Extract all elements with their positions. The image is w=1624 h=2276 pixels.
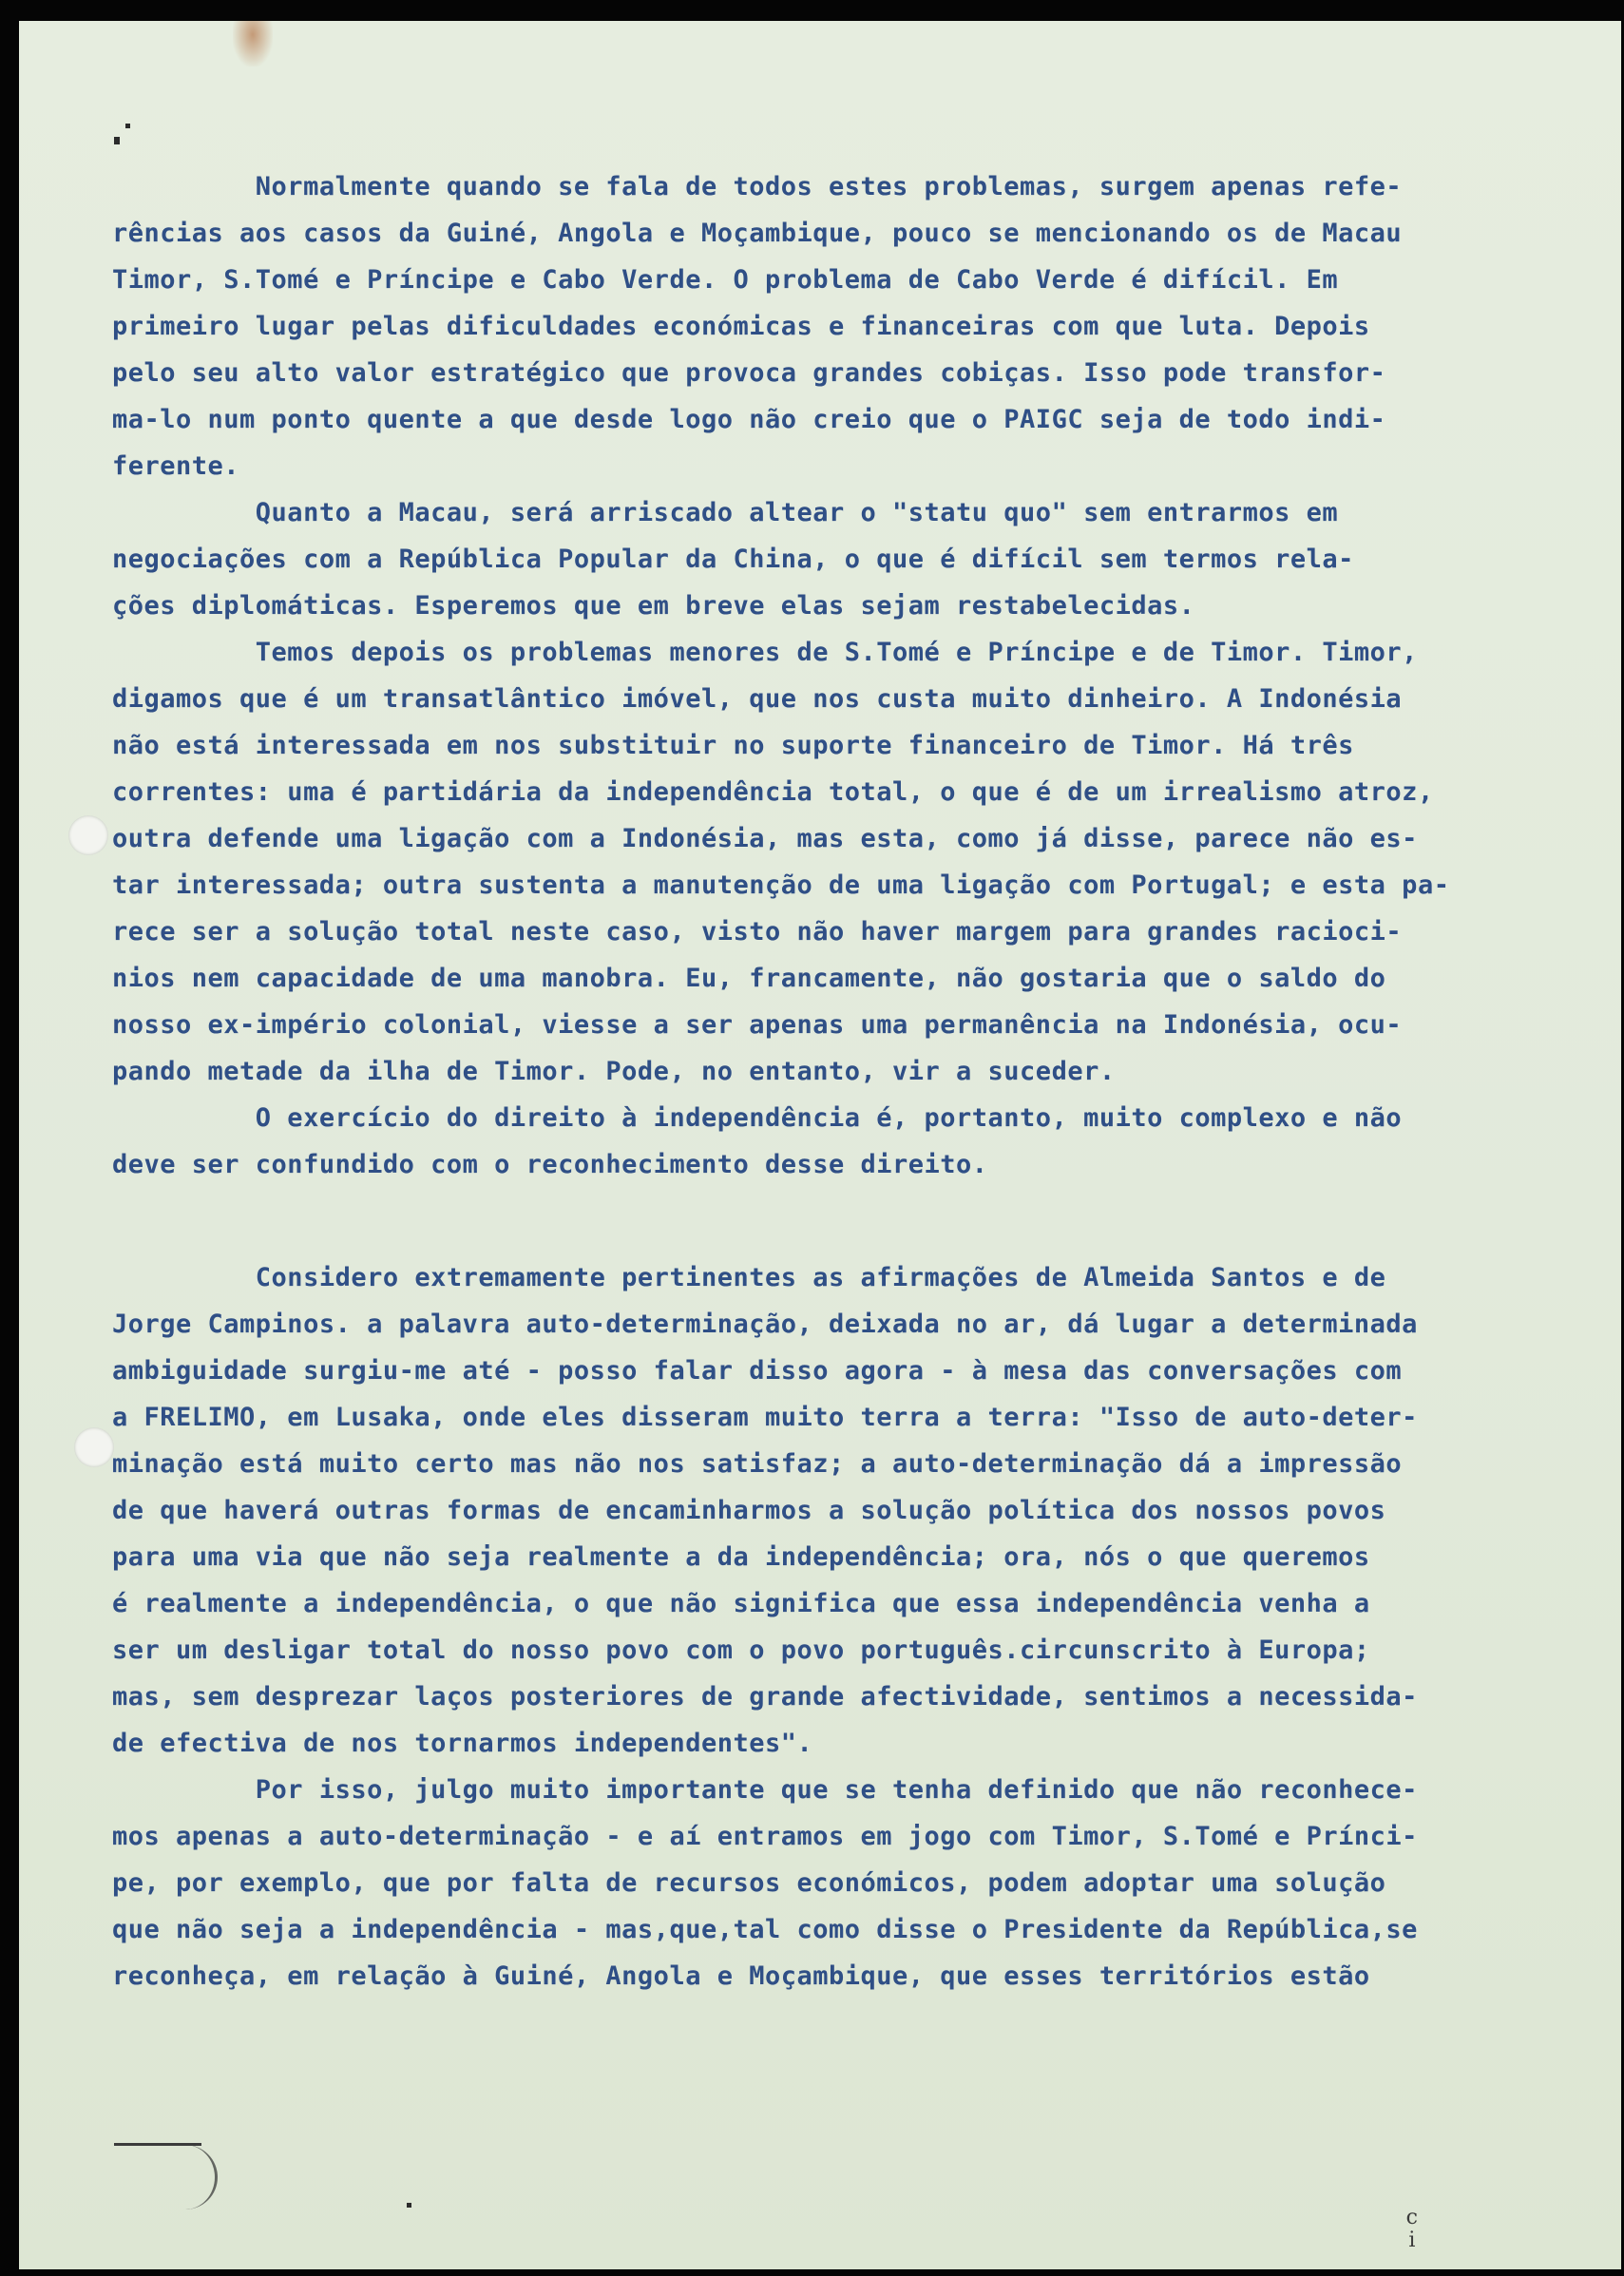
text-line: mas, sem desprezar laços posteriores de grande afectividade, sentimos a necessida- xyxy=(112,1682,1418,1712)
text-line: nios nem capacidade de uma manobra. Eu, francamente, não gostaria que o saldo do xyxy=(112,964,1386,993)
document-page xyxy=(19,21,1621,2269)
text-line: Jorge Campinos. a palavra auto-determinação, deixada no ar, dá lugar a determinada xyxy=(112,1310,1418,1339)
text-line: Por isso, julgo muito importante que se tenha definido que não reconhece- xyxy=(112,1775,1418,1805)
text-line: correntes: uma é partidária da independência total, o que é de um irrealismo atroz, xyxy=(112,777,1434,807)
text-line: nosso ex-império colonial, viesse a ser apenas uma permanência na Indonésia, ocu- xyxy=(112,1010,1403,1040)
dot-mark xyxy=(407,2203,411,2208)
text-line: mos apenas a auto-determinação - e aí entramos em jogo com Timor, S.Tomé e Prínci- xyxy=(112,1822,1418,1851)
text-line: outra defende uma ligação com a Indonésia, mas esta, como já disse, parece não es- xyxy=(112,824,1418,853)
text-line: ser um desligar total do nosso povo com o povo português.circunscrito à Europa; xyxy=(112,1635,1370,1665)
text-line: ferente. xyxy=(112,451,240,481)
tick-mark xyxy=(125,124,130,128)
punch-hole-bottom xyxy=(74,1427,114,1467)
text-line: que não seja a independência - mas,que,tal como disse o Presidente da República,se xyxy=(112,1915,1418,1944)
text-line: ambiguidade surgiu-me até - posso falar disso agora - à mesa das conversações com xyxy=(112,1356,1403,1386)
text-line: primeiro lugar pelas dificuldades económicas e financeiras com que luta. Depois xyxy=(112,312,1370,341)
text-line: digamos que é um transatlântico imóvel, que nos custa muito dinheiro. A Indonésia xyxy=(112,684,1403,714)
corner-mark-line: i xyxy=(1408,2228,1416,2252)
text-line: negociações com a República Popular da China, o que é difícil sem termos rela- xyxy=(112,545,1354,574)
text-line: rências aos casos da Guiné, Angola e Moçambique, pouco se mencionando os de Macau xyxy=(112,219,1403,248)
ink-stain xyxy=(233,21,273,67)
text-line: rece ser a solução total neste caso, visto não haver margem para grandes racioci- xyxy=(112,917,1403,947)
corner-mark xyxy=(1406,2207,1418,2252)
text-line: ções diplomáticas. Esperemos que em breve elas sejam restabelecidas. xyxy=(112,591,1195,621)
text-line: a FRELIMO, em Lusaka, onde eles disseram muito terra a terra: "Isso de auto-deter- xyxy=(112,1403,1418,1432)
text-line: de que haverá outras formas de encaminharmos a solução política dos nossos povos xyxy=(112,1496,1386,1525)
text-line: deve ser confundido com o reconhecimento desse direito. xyxy=(112,1150,988,1179)
text-line: pando metade da ilha de Timor. Pode, no entanto, vir a suceder. xyxy=(112,1057,1116,1086)
punch-hole-top xyxy=(68,815,108,855)
tick-mark xyxy=(114,137,120,144)
text-line: Considero extremamente pertinentes as afirmações de Almeida Santos e de xyxy=(112,1263,1386,1292)
corner-mark-line: c xyxy=(1405,2206,1418,2229)
text-line: ma-lo num ponto quente a que desde logo não creio que o PAIGC seja de todo indi- xyxy=(112,405,1386,434)
text-line: tar interessada; outra sustenta a manutenção de uma ligação com Portugal; e esta pa- xyxy=(112,870,1450,900)
text-line: é realmente a independência, o que não significa que essa independência venha a xyxy=(112,1589,1370,1618)
typewritten-body xyxy=(112,163,1449,1999)
text-line: pe, por exemplo, que por falta de recursos económicos, podem adoptar uma solução xyxy=(112,1868,1386,1898)
text-line: Normalmente quando se fala de todos estes problemas, surgem apenas refe- xyxy=(112,172,1403,201)
text-line: Timor, S.Tomé e Príncipe e Cabo Verde. O problema de Cabo Verde é difícil. Em xyxy=(112,265,1339,295)
text-line: não está interessada em nos substituir no suporte financeiro de Timor. Há três xyxy=(112,731,1354,760)
text-line xyxy=(112,1221,1449,1254)
text-line xyxy=(112,1188,1449,1221)
text-line: pelo seu alto valor estratégico que provoca grandes cobiças. Isso pode transfor- xyxy=(112,358,1386,388)
text-line: minação está muito certo mas não nos satisfaz; a auto-determinação dá a impressão xyxy=(112,1449,1403,1479)
text-line: para uma via que não seja realmente a da independência; ora, nós o que queremos xyxy=(112,1542,1370,1572)
text-line: O exercício do direito à independência é, portanto, muito complexo e não xyxy=(112,1103,1403,1133)
text-line: de efectiva de nos tornarmos independentes". xyxy=(112,1729,813,1758)
text-line: Temos depois os problemas menores de S.Tomé e Príncipe e de Timor. Timor, xyxy=(112,638,1418,667)
text-line: Quanto a Macau, será arriscado altear o "statu quo" sem entrarmos em xyxy=(112,498,1339,527)
text-line: reconheça, em relação à Guiné, Angola e Moçambique, que esses territórios estão xyxy=(112,1961,1370,1991)
pen-curl xyxy=(171,2145,218,2209)
